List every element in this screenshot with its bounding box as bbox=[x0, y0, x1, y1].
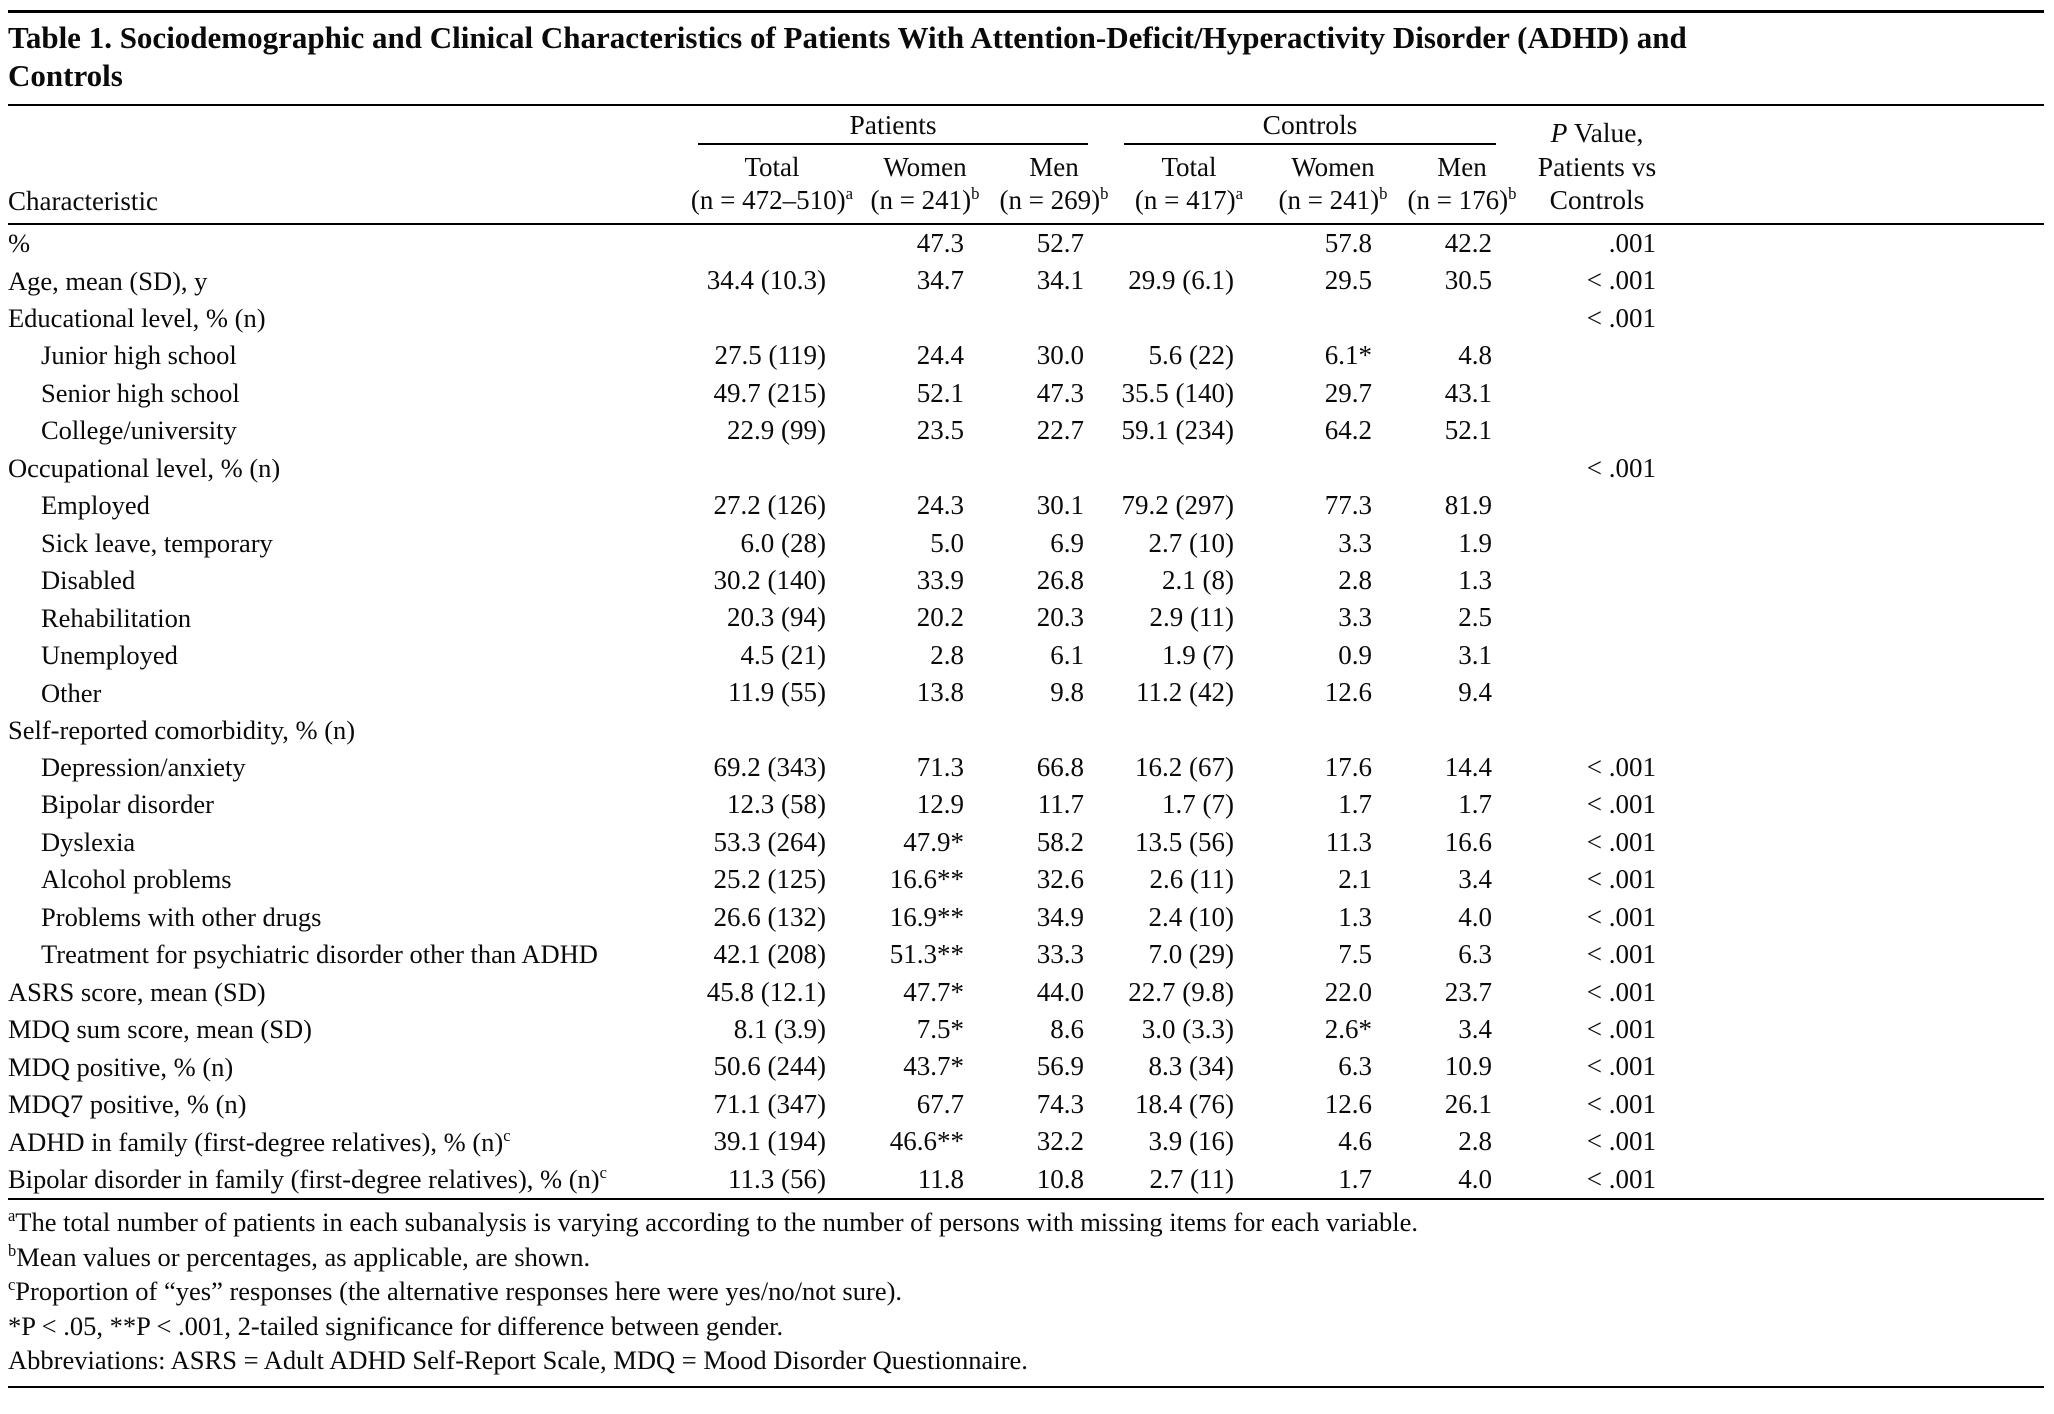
cell: 3.9 (16) bbox=[1148, 1126, 1234, 1157]
table-header bbox=[8, 106, 2044, 224]
cell: 11.9 (55) bbox=[728, 677, 826, 708]
cell: 2.6* bbox=[1324, 1013, 1372, 1044]
cell: 32.6 bbox=[1036, 864, 1084, 895]
cell bbox=[1114, 712, 1264, 749]
cell: 16.9** bbox=[889, 901, 964, 932]
table-row bbox=[8, 749, 2044, 786]
table-row bbox=[8, 224, 2044, 262]
cell bbox=[856, 450, 994, 487]
cell: 20.2 bbox=[916, 602, 964, 633]
table-row bbox=[8, 861, 2044, 898]
cell: < .001 bbox=[1586, 826, 1656, 857]
cell: < .001 bbox=[1586, 864, 1656, 895]
table-row bbox=[8, 824, 2044, 861]
footnote: *P < .05, **P < .001, 2-tailed significance for difference between gender. bbox=[8, 1310, 784, 1341]
filler-cell bbox=[1672, 1123, 2044, 1160]
cell: 26.1 bbox=[1444, 1088, 1492, 1119]
column-header: Men (n = 269)$^b$ bbox=[994, 148, 1114, 224]
title-block bbox=[8, 10, 2044, 106]
row-label: Rehabilitation bbox=[41, 602, 192, 633]
cell bbox=[994, 450, 1114, 487]
cell: 33.9 bbox=[916, 564, 964, 595]
cell: 67.7 bbox=[916, 1088, 964, 1119]
cell: 16.6** bbox=[889, 864, 964, 895]
cell bbox=[1114, 300, 1264, 337]
cell bbox=[1522, 375, 1672, 412]
cell: 34.1 bbox=[1036, 265, 1084, 296]
cell: 2.8 bbox=[1458, 1126, 1492, 1157]
cell bbox=[1522, 674, 1672, 711]
row-label: Bipolar disorder bbox=[41, 789, 214, 820]
table-row bbox=[8, 899, 2044, 936]
row-label: Occupational level, % (n) bbox=[8, 452, 281, 483]
cell: 12.6 bbox=[1324, 677, 1372, 708]
table-row bbox=[8, 562, 2044, 599]
filler-cell bbox=[1672, 674, 2044, 711]
cell: 71.1 (347) bbox=[713, 1088, 826, 1119]
table-row bbox=[8, 786, 2044, 823]
filler-cell bbox=[1672, 375, 2044, 412]
cell: 53.3 (264) bbox=[713, 826, 826, 857]
table-row bbox=[8, 599, 2044, 636]
cell bbox=[1402, 712, 1522, 749]
cell bbox=[856, 300, 994, 337]
cell bbox=[1522, 525, 1672, 562]
filler-cell bbox=[1672, 412, 2044, 449]
cell: 2.7 (11) bbox=[1114, 1161, 1264, 1199]
cell: 1.9 bbox=[1458, 527, 1492, 558]
row-label: MDQ7 positive, % (n) bbox=[8, 1089, 247, 1120]
cell: 29.7 bbox=[1324, 377, 1372, 408]
filler-cell bbox=[1672, 712, 2044, 749]
footnote: $^c$Proportion of “yes” responses (the alternative responses here were yes/no/not sure). bbox=[8, 1275, 903, 1307]
cell: 1.7 (7) bbox=[1162, 789, 1234, 820]
cell bbox=[1114, 224, 1264, 262]
cell: 2.8 bbox=[1338, 564, 1372, 595]
cell bbox=[688, 450, 856, 487]
group-label-controls: Controls bbox=[1124, 109, 1496, 145]
table-row bbox=[8, 412, 2044, 449]
cell: 1.9 (7) bbox=[1162, 639, 1234, 670]
filler-cell bbox=[1672, 637, 2044, 674]
cell: 9.8 bbox=[1050, 677, 1084, 708]
row-label: Problems with other drugs bbox=[41, 901, 322, 932]
cell: 14.4 bbox=[1444, 751, 1492, 782]
cell: 50.6 (244) bbox=[713, 1051, 826, 1082]
cell: 11.2 (42) bbox=[1136, 677, 1234, 708]
row-label: Unemployed bbox=[41, 640, 178, 671]
cell: 1.3 bbox=[1338, 901, 1372, 932]
cell: 6.0 (28) bbox=[740, 527, 826, 558]
cell: 4.5 (21) bbox=[740, 639, 826, 670]
table-body bbox=[8, 224, 2044, 1200]
footnote: Abbreviations: ASRS = Adult ADHD Self-Report Scale, MDQ = Mood Disorder Questionnaire. bbox=[8, 1345, 1028, 1376]
cell: 30.2 (140) bbox=[713, 564, 826, 595]
cell: < .001 bbox=[1586, 302, 1656, 333]
column-header: Men (n = 176)$^b$ bbox=[1402, 148, 1522, 224]
table-row bbox=[8, 450, 2044, 487]
row-label: Educational level, % (n) bbox=[8, 302, 266, 333]
filler-cell bbox=[1672, 899, 2044, 936]
cell: < .001 bbox=[1586, 1088, 1656, 1119]
cell: 6.3 bbox=[1458, 939, 1492, 970]
cell: 58.2 bbox=[1036, 826, 1084, 857]
cell: 8.6 bbox=[1050, 1013, 1084, 1044]
cell: 22.7 bbox=[1036, 415, 1084, 446]
filler-cell bbox=[1672, 562, 2044, 599]
cell: 2.8 bbox=[930, 639, 964, 670]
cell: < .001 bbox=[1586, 1013, 1656, 1044]
cell: 9.4 bbox=[1458, 677, 1492, 708]
filler-cell bbox=[1672, 487, 2044, 524]
cell: 77.3 bbox=[1324, 490, 1372, 521]
cell: 12.9 bbox=[916, 789, 964, 820]
cell: 12.3 (58) bbox=[727, 789, 826, 820]
cell: 44.0 bbox=[1036, 976, 1084, 1007]
table-row bbox=[8, 525, 2044, 562]
cell: 29.5 bbox=[1324, 265, 1372, 296]
cell: 11.8 bbox=[856, 1161, 994, 1199]
cell bbox=[688, 224, 856, 262]
cell: 34.4 (10.3) bbox=[706, 265, 826, 296]
cell: 4.0 bbox=[1458, 901, 1492, 932]
cell: 51.3** bbox=[889, 939, 964, 970]
filler-cell bbox=[1672, 337, 2044, 374]
cell: 45.8 (12.1) bbox=[706, 976, 826, 1007]
cell bbox=[1264, 712, 1402, 749]
cell: 2.5 bbox=[1458, 602, 1492, 633]
pvalue-header-line3: Controls bbox=[1549, 184, 1645, 216]
cell: 47.9* bbox=[903, 826, 964, 857]
cell bbox=[688, 300, 856, 337]
cell: 35.5 (140) bbox=[1121, 377, 1234, 408]
group-header-row bbox=[8, 106, 2044, 148]
filler-cell bbox=[1672, 1011, 2044, 1048]
cell: 1.7 bbox=[1458, 789, 1492, 820]
cell: 7.5* bbox=[916, 1013, 964, 1044]
row-label: Bipolar disorder in family (first-degree relatives), % $(n)^c$ bbox=[8, 1161, 688, 1199]
cell: 6.1* bbox=[1324, 340, 1372, 371]
cell: 66.8 bbox=[1036, 751, 1084, 782]
cell: 47.7* bbox=[903, 976, 964, 1007]
row-label: Senior high school bbox=[41, 377, 240, 408]
cell bbox=[994, 712, 1114, 749]
table-row bbox=[8, 674, 2044, 711]
cell: 3.3 bbox=[1338, 527, 1372, 558]
table-row bbox=[8, 974, 2044, 1011]
cell: 4.0 bbox=[1402, 1161, 1522, 1199]
row-label: ADHD in family (first-degree relatives), % $(n)^c$ bbox=[8, 1125, 511, 1157]
cell: 22.7 (9.8) bbox=[1128, 976, 1234, 1007]
footnote: $^a$The total number of patients in each subanalysis is varying according to the number of persons with missing items for each variable. bbox=[8, 1206, 1418, 1238]
table-row bbox=[8, 262, 2044, 299]
cell bbox=[994, 300, 1114, 337]
cell bbox=[1522, 562, 1672, 599]
filler-cell bbox=[1672, 861, 2044, 898]
row-label: MDQ sum score, mean (SD) bbox=[8, 1014, 312, 1045]
cell: 6.9 bbox=[1050, 527, 1084, 558]
cell: 42.2 bbox=[1444, 227, 1492, 258]
cell: 16.2 (67) bbox=[1135, 751, 1234, 782]
column-header: Women (n = 241)$^b$ bbox=[856, 148, 994, 224]
cell: 20.3 (94) bbox=[727, 602, 826, 633]
row-label: Junior high school bbox=[41, 340, 237, 371]
bottom-rule bbox=[8, 1386, 2044, 1392]
cell: < .001 bbox=[1586, 939, 1656, 970]
cell: 6.3 bbox=[1338, 1051, 1372, 1082]
filler-cell bbox=[1672, 262, 2044, 299]
cell bbox=[1402, 450, 1522, 487]
filler-cell bbox=[1672, 749, 2044, 786]
cell bbox=[1264, 450, 1402, 487]
cell: 46.6** bbox=[889, 1126, 964, 1157]
cell: 10.9 bbox=[1444, 1051, 1492, 1082]
pvalue-header bbox=[1522, 106, 1672, 224]
row-label: MDQ positive, % (n) bbox=[8, 1051, 234, 1082]
row-label: Sick leave, temporary bbox=[41, 527, 273, 558]
cell: < .001 bbox=[1586, 265, 1656, 296]
cell: 79.2 (297) bbox=[1121, 490, 1234, 521]
column-header: Women (n = 241)$^b$ bbox=[1264, 148, 1402, 224]
cell bbox=[1522, 487, 1672, 524]
cell: 0.9 bbox=[1338, 639, 1372, 670]
cell bbox=[1522, 637, 1672, 674]
filler-cell bbox=[1672, 106, 2044, 224]
cell: 22.0 bbox=[1324, 976, 1372, 1007]
cell: 3.0 (3.3) bbox=[1141, 1013, 1234, 1044]
row-label: Self-reported comorbidity, % (n) bbox=[8, 714, 356, 745]
table-row bbox=[8, 1161, 2044, 1199]
cell: 8.3 (34) bbox=[1148, 1051, 1234, 1082]
cell bbox=[688, 712, 856, 749]
table-row bbox=[8, 375, 2044, 412]
cell: 24.4 bbox=[916, 340, 964, 371]
row-label: Age, mean (SD), y bbox=[8, 265, 208, 296]
cell: 3.4 bbox=[1458, 1013, 1492, 1044]
cell: 26.8 bbox=[1036, 564, 1084, 595]
table-row bbox=[8, 936, 2044, 973]
cell: 17.6 bbox=[1324, 751, 1372, 782]
cell: < .001 bbox=[1586, 452, 1656, 483]
row-label: Other bbox=[41, 677, 102, 708]
cell: < .001 bbox=[1586, 1126, 1656, 1157]
column-header: Total (n = 472–510)$^a$ bbox=[688, 148, 856, 224]
row-label: Treatment for psychiatric disorder other than ADHD bbox=[41, 939, 598, 970]
cell: < .001 bbox=[1586, 1051, 1656, 1082]
table-row bbox=[8, 487, 2044, 524]
cell: 47.3 bbox=[1036, 377, 1084, 408]
cell: 2.7 (10) bbox=[1148, 527, 1234, 558]
cell bbox=[856, 712, 994, 749]
cell: 23.7 bbox=[1444, 976, 1492, 1007]
row-label: Depression/anxiety bbox=[41, 752, 246, 782]
cell: 34.9 bbox=[1036, 901, 1084, 932]
cell: 30.5 bbox=[1444, 265, 1492, 296]
cell: 4.8 bbox=[1458, 340, 1492, 371]
filler-cell bbox=[1672, 824, 2044, 861]
cell: 6.1 bbox=[1050, 639, 1084, 670]
cell: 13.5 (56) bbox=[1135, 826, 1234, 857]
cell: 52.1 bbox=[1444, 415, 1492, 446]
filler-cell bbox=[1672, 1161, 2044, 1199]
filler-cell bbox=[1672, 300, 2044, 337]
cell bbox=[1402, 300, 1522, 337]
filler-cell bbox=[1672, 1048, 2044, 1085]
cell: < .001 bbox=[1586, 751, 1656, 782]
cell: 12.6 bbox=[1324, 1088, 1372, 1119]
row-label: Alcohol problems bbox=[41, 864, 232, 895]
cell: 64.2 bbox=[1324, 415, 1372, 446]
table-row bbox=[8, 712, 2044, 749]
column-header: Total (n = 417)$^a$ bbox=[1114, 148, 1264, 224]
cell: 32.2 bbox=[1036, 1126, 1084, 1157]
cell: 5.6 (22) bbox=[1148, 340, 1234, 371]
cell: 47.3 bbox=[916, 227, 964, 258]
cell: < .001 bbox=[1586, 976, 1656, 1007]
cell: 59.1 (234) bbox=[1121, 415, 1234, 446]
row-label: College/university bbox=[41, 415, 237, 446]
cell: 11.3 (56) bbox=[688, 1161, 856, 1199]
cell: 4.6 bbox=[1338, 1126, 1372, 1157]
group-label-patients: Patients bbox=[698, 109, 1088, 145]
table-row bbox=[8, 1123, 2044, 1160]
cell: 27.5 (119) bbox=[714, 340, 826, 371]
cell: 52.7 bbox=[1036, 227, 1084, 258]
row-label: Employed bbox=[41, 490, 150, 521]
filler-cell bbox=[1672, 1086, 2044, 1123]
cell: 57.8 bbox=[1324, 227, 1372, 258]
cell: 13.8 bbox=[916, 677, 964, 708]
cell: 25.2 (125) bbox=[713, 864, 826, 895]
cell: 5.0 bbox=[930, 527, 964, 558]
cell: 29.9 (6.1) bbox=[1128, 265, 1234, 296]
filler-cell bbox=[1672, 786, 2044, 823]
cell: 16.6 bbox=[1444, 826, 1492, 857]
cell: 81.9 bbox=[1444, 490, 1492, 521]
table-row bbox=[8, 337, 2044, 374]
pvalue-header-line2: Patients vs bbox=[1537, 150, 1657, 182]
cell: 10.8 bbox=[994, 1161, 1114, 1199]
table-row bbox=[8, 1011, 2044, 1048]
table-row bbox=[8, 1086, 2044, 1123]
cell: 43.1 bbox=[1444, 377, 1492, 408]
row-label: % bbox=[8, 228, 31, 259]
cell: 11.7 bbox=[1037, 789, 1084, 820]
cell: 3.1 bbox=[1458, 639, 1492, 670]
pvalue-header-line1: P Value, bbox=[1550, 117, 1644, 149]
cell bbox=[1114, 450, 1264, 487]
table-row bbox=[8, 637, 2044, 674]
cell: .001 bbox=[1608, 227, 1656, 258]
cell: 1.7 bbox=[1264, 1161, 1402, 1199]
cell: 30.0 bbox=[1036, 340, 1084, 371]
table-row bbox=[8, 1048, 2044, 1085]
cell: 71.3 bbox=[916, 751, 964, 782]
filler-cell bbox=[1672, 974, 2044, 1011]
table-row bbox=[8, 300, 2044, 337]
cell: 39.1 (194) bbox=[713, 1126, 826, 1157]
cell bbox=[1522, 599, 1672, 636]
cell: 11.3 bbox=[1325, 826, 1372, 857]
cell: 2.1 (8) bbox=[1162, 564, 1234, 595]
filler-cell bbox=[1672, 525, 2044, 562]
cell: 1.7 bbox=[1338, 789, 1372, 820]
data-table bbox=[8, 106, 2044, 1200]
filler-cell bbox=[1672, 450, 2044, 487]
characteristic-header: Characteristic bbox=[8, 148, 688, 224]
cell: 43.7* bbox=[903, 1051, 964, 1082]
cell: < .001 bbox=[1586, 789, 1656, 820]
cell: 23.5 bbox=[916, 415, 964, 446]
cell: 20.3 bbox=[1036, 602, 1084, 633]
cell: 3.4 bbox=[1458, 864, 1492, 895]
cell: 1.3 bbox=[1458, 564, 1492, 595]
cell: 74.3 bbox=[1036, 1088, 1084, 1119]
footnote: $^b$Mean values or percentages, as applicable, are shown. bbox=[8, 1240, 591, 1272]
cell: 3.3 bbox=[1338, 602, 1372, 633]
group-header-controls bbox=[1114, 106, 1522, 148]
cell: 33.3 bbox=[1036, 939, 1084, 970]
group-header-patients bbox=[688, 106, 1114, 148]
cell: 30.1 bbox=[1036, 490, 1084, 521]
cell: 2.6 (11) bbox=[1149, 864, 1234, 895]
cell: 8.1 (3.9) bbox=[733, 1013, 826, 1044]
cell: 26.6 (132) bbox=[713, 901, 826, 932]
cell: 7.5 bbox=[1338, 939, 1372, 970]
cell bbox=[1522, 412, 1672, 449]
cell: 34.7 bbox=[916, 265, 964, 296]
cell: < .001 bbox=[1586, 901, 1656, 932]
filler-cell bbox=[1672, 599, 2044, 636]
cell: 2.1 bbox=[1338, 864, 1372, 895]
cell: 27.2 (126) bbox=[713, 490, 826, 521]
cell: 52.1 bbox=[916, 377, 964, 408]
footnotes bbox=[8, 1200, 2044, 1385]
row-label: Dyslexia bbox=[41, 826, 136, 857]
cell: 49.7 (215) bbox=[713, 377, 826, 408]
spacer-cell bbox=[8, 106, 688, 148]
cell: < .001 bbox=[1522, 1161, 1672, 1199]
row-label: ASRS score, mean (SD) bbox=[8, 976, 266, 1007]
cell: 18.4 (76) bbox=[1135, 1088, 1234, 1119]
cell: 69.2 (343) bbox=[713, 751, 826, 782]
cell bbox=[1522, 712, 1672, 749]
cell: 2.9 (11) bbox=[1149, 602, 1234, 633]
cell: 22.9 (99) bbox=[727, 415, 826, 446]
cell: 2.4 (10) bbox=[1148, 901, 1234, 932]
row-label: Disabled bbox=[41, 565, 136, 596]
cell: 24.3 bbox=[916, 490, 964, 521]
table-title: Table 1. Sociodemographic and Clinical Characteristics of Patients With Attention-Deficit/Hyperactivity Disorder (ADHD) and Controls bbox=[8, 20, 1687, 94]
filler-cell bbox=[1672, 936, 2044, 973]
cell bbox=[1264, 300, 1402, 337]
cell: 7.0 (29) bbox=[1148, 939, 1234, 970]
cell bbox=[1522, 337, 1672, 374]
cell: 56.9 bbox=[1036, 1051, 1084, 1082]
filler-cell bbox=[1672, 224, 2044, 262]
cell: 42.1 (208) bbox=[713, 939, 826, 970]
